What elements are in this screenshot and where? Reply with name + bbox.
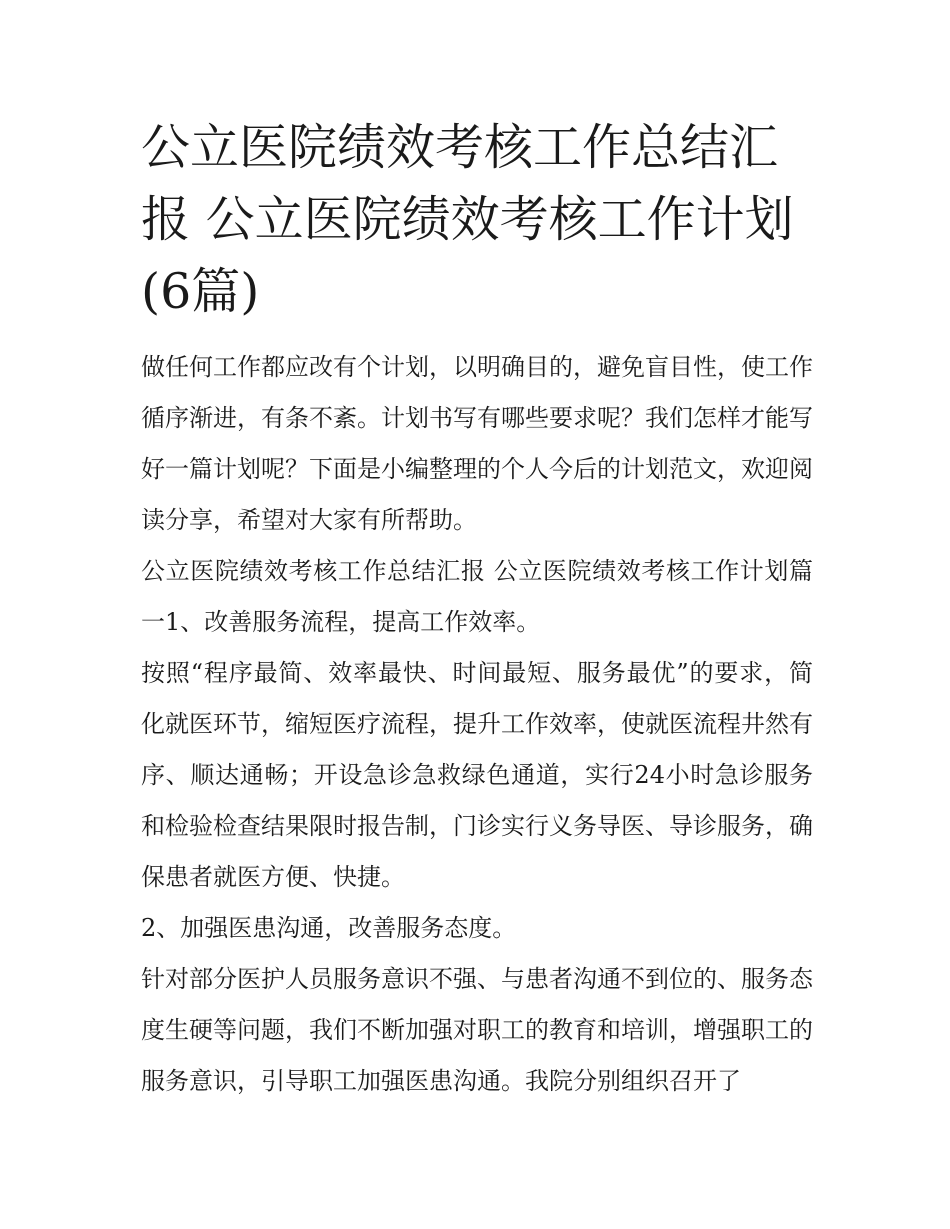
subheading-paragraph: 2、加强医患沟通，改善服务态度。 xyxy=(141,914,517,942)
body-paragraph: 按照“程序最简、效率最快、时间最短、服务最优”的要求，简化就医环节，缩短医疗流程，提升工作效率，使就医流程井然有序、顺达通畅；开设急诊急救绿色通道，实行24小时急诊服务和检验检查结果限时报告制，门诊实行义务导医、导诊服务，确保患者就医方便、快捷。 xyxy=(141,659,813,891)
body-paragraph: 针对部分医护人员服务意识不强、与患者沟通不到位的、服务态度生硬等问题，我们不断加强对职工的教育和培训，增强职工的服务意识，引导职工加强医患沟通。我院分别组织召开了 xyxy=(141,965,813,1095)
document-page xyxy=(141,112,813,1107)
section-heading-paragraph: 公立医院绩效考核工作总结汇报 公立医院绩效考核工作计划篇一1、改善服务流程，提高工作效率。 xyxy=(141,557,813,636)
intro-paragraph: 做任何工作都应改有个计划，以明确目的，避免盲目性，使工作循序渐进，有条不紊。计划书写有哪些要求呢？我们怎样才能写好一篇计划呢？下面是小编整理的个人今后的计划范文，欢迎阅读分享，希望对大家有所帮助。 xyxy=(141,353,813,534)
document-title: 公立医院绩效考核工作总结汇报 公立医院绩效考核工作计划(6篇) xyxy=(141,119,794,320)
